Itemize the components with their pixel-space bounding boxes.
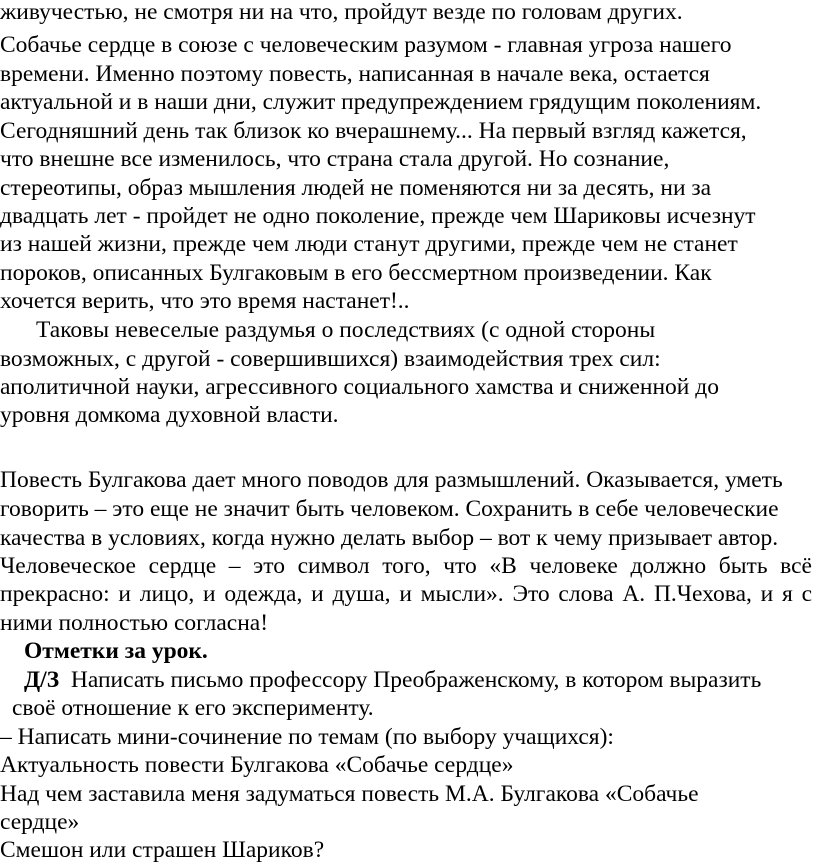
text-line: ними полностью согласна! [0, 610, 269, 636]
text-line: – Написать мини-сочинение по темам (по выбору учащихся): [0, 724, 614, 750]
text-line: что внешне все изменилось, что страна стала другой. Но сознание, [0, 146, 670, 172]
grades-heading: Отметки за урок. [24, 638, 208, 664]
text-line: сердце» [0, 809, 80, 835]
text-line: прекрасно: и лицо, и одежда, и душа, и мысли». Это слова А. П.Чехова, и я с [0, 581, 812, 607]
topic-item: Над чем заставила меня задуматься повесть М.А. Булгакова «Собачье [0, 781, 699, 807]
text-line: актуальной и в наши дни, служит предупреждением грядущим поколениям. [0, 89, 762, 115]
text-line: возможных, с другой - совершившихся) взаимодействия трех сил: [0, 346, 661, 372]
text-line: Сегодняшний день так близок ко вчерашнему... На первый взгляд кажется, [0, 118, 747, 144]
text-line: Таковы невеселые раздумья о последствиях (с одной стороны [36, 317, 656, 343]
homework-line [24, 666, 761, 694]
text-line: из нашей жизни, прежде чем люди станут другими, прежде чем не станет [0, 231, 738, 257]
text-line: аполитичной науки, агрессивного социального хамства и сниженной до [0, 374, 719, 400]
text-line: пороков, описанных Булгаковым в его бессмертном произведении. Как [0, 260, 712, 286]
topic-item: Актуальность повести Булгакова «Собачье сердце» [0, 752, 514, 778]
text-line: своё отношение к его эксперименту. [12, 695, 374, 721]
text-line: живучестью, не смотря ни на что, пройдут везде по головам других. [0, 0, 683, 25]
text-line: хочется верить, что это время настанет!.. [0, 288, 410, 314]
text-line: говорить – это еще не значит быть человеком. Сохранить в себе человеческие [0, 496, 779, 522]
text-line: времени. Именно поэтому повесть, написанная в начале века, остается [0, 61, 710, 87]
text-line: уровня домкома духовной власти. [0, 402, 339, 428]
text-line: Собачье сердце в союзе с человеческим разумом - главная угроза нашего [0, 32, 732, 58]
homework-task: Написать письмо профессору Преображенскому, в котором выразить [70, 667, 762, 693]
homework-label: Д/З [24, 667, 60, 693]
text-line: качества в условиях, когда нужно делать выбор – вот к чему призывает автор. [0, 525, 779, 551]
text-line: двадцать лет - пройдет не одно поколение, прежде чем Шариковы исчезнут [0, 203, 756, 229]
text-line: Повесть Булгакова дает много поводов для размышлений. Оказывается, уметь [0, 467, 783, 493]
text-line: стереотипы, образ мышления людей не поменяются ни за десять, ни за [0, 175, 712, 201]
topic-item: Смешон или страшен Шариков? [0, 837, 325, 863]
text-line: Человеческое сердце – это символ того, что «В человеке должно быть всё [0, 553, 812, 579]
